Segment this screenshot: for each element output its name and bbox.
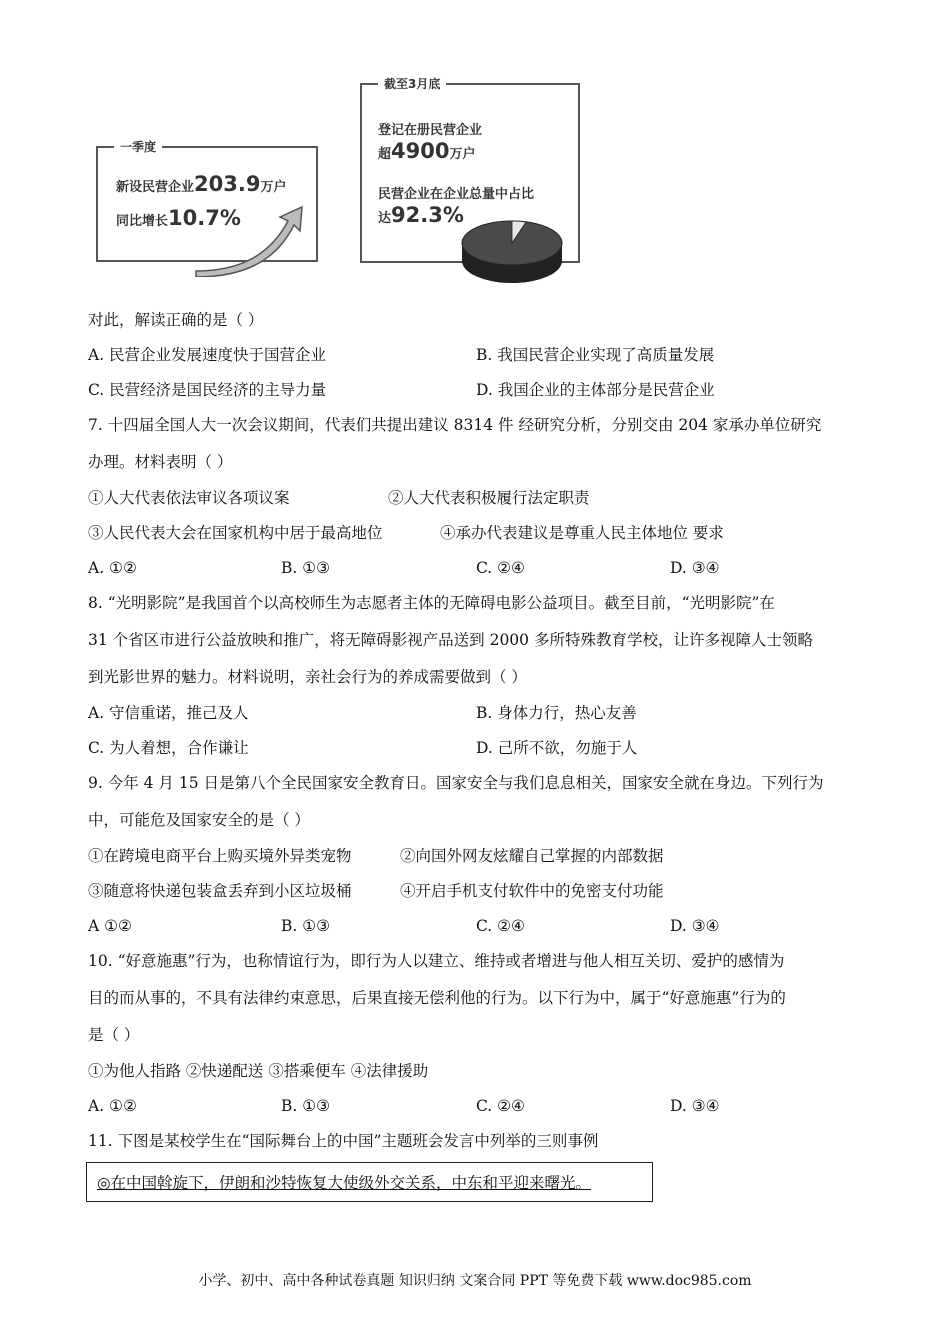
registered-prefix: 超 xyxy=(378,147,392,162)
q9-option-c: C. ②④ xyxy=(476,917,525,935)
first-quarter-tag: 一季度 xyxy=(114,138,162,155)
q10-stem-line2: 目的而从事的，不具有法律约束意思，后果直接无偿利他的行为。以下行为中，属于“好意施惠”行为的 xyxy=(88,989,786,1007)
march-end-tag: 截至3月底 xyxy=(378,75,446,92)
q6-option-b: B. 我国民营企业实现了高质量发展 xyxy=(476,346,715,364)
share-prefix: 达 xyxy=(378,211,392,226)
registered-line xyxy=(378,139,475,163)
q10-stem-line3: 是（ ） xyxy=(88,1026,140,1044)
pie-chart-icon xyxy=(460,213,564,285)
q9-stem-line1: 9. 今年 4 月 15 日是第八个全民国家安全教育日。国家安全与我们息息相关，国家安全就在身边。下列行为 xyxy=(88,774,824,792)
q7-item-4: ④承办代表建议是尊重人民主体地位 要求 xyxy=(440,524,724,542)
new-enterprises-label: 新设民营企业 xyxy=(116,180,195,195)
q7-option-a: A. ①② xyxy=(88,559,137,577)
new-enterprises-unit: 万户 xyxy=(260,180,287,195)
q9-item-3: ③随意将快递包装盒丢弃到小区垃圾桶 xyxy=(88,882,352,900)
q8-stem-line2: 31 个省区市进行公益放映和推广，将无障碍影视产品送到 2000 多所特殊教育学校，让许多视障人士领略 xyxy=(88,631,813,649)
share-label: 民营企业在企业总量中占比 xyxy=(378,187,535,202)
q11-stem: 11. 下图是某校学生在“国际舞台上的中国”主题班会发言中列举的三则事例 xyxy=(88,1132,599,1150)
q9-option-a: A ①② xyxy=(88,917,132,935)
q7-option-c: C. ②④ xyxy=(476,559,525,577)
q8-option-d: D. 己所不欲，勿施于人 xyxy=(476,739,638,757)
q9-option-b: B. ①③ xyxy=(281,917,331,935)
q9-option-d: D. ③④ xyxy=(670,917,720,935)
q6-option-a: A. 民营企业发展速度快于国营企业 xyxy=(88,346,327,364)
q9-item-4: ④开启手机支付软件中的免密支付功能 xyxy=(400,882,664,900)
q7-item-1: ①人大代表依法审议各项议案 xyxy=(88,489,290,507)
q6-option-d: D. 我国企业的主体部分是民营企业 xyxy=(476,381,715,399)
share-value: 92.3% xyxy=(391,203,464,227)
new-enterprises-line xyxy=(116,172,286,196)
statistics-figure xyxy=(90,75,590,290)
q6-option-c: C. 民营经济是国民经济的主导力量 xyxy=(88,381,327,399)
q8-option-a: A. 守信重诺，推己及人 xyxy=(88,704,249,722)
new-enterprises-value: 203.9 xyxy=(194,172,261,196)
q10-items: ①为他人指路 ②快递配送 ③搭乘便车 ④法律援助 xyxy=(88,1062,429,1080)
q7-item-2: ②人大代表积极履行法定职责 xyxy=(388,489,590,507)
share-line xyxy=(378,203,464,227)
q6-stem: 对此，解读正确的是（ ） xyxy=(88,311,264,329)
q7-option-d: D. ③④ xyxy=(670,559,720,577)
q10-option-d: D. ③④ xyxy=(670,1097,720,1115)
q11-example-text: ◎在中国斡旋下，伊朗和沙特恢复大使级外交关系，中东和平迎来曙光。 xyxy=(97,1174,592,1192)
q10-option-c: C. ②④ xyxy=(476,1097,525,1115)
q7-stem-line2: 办理。材料表明（ ） xyxy=(88,453,233,471)
growth-label: 同比增长 xyxy=(116,214,169,229)
q10-option-a: A. ①② xyxy=(88,1097,137,1115)
q10-option-b: B. ①③ xyxy=(281,1097,331,1115)
growth-value: 10.7% xyxy=(168,206,241,230)
registered-unit: 万户 xyxy=(449,147,476,162)
q10-stem-line1: 10. “好意施惠”行为，也称情谊行为，即行为人以建立、维持或者增进与他人相互关切、爱护的感情为 xyxy=(88,952,785,970)
growth-arrow-icon xyxy=(190,205,310,277)
q7-item-3: ③人民代表大会在国家机构中居于最高地位 xyxy=(88,524,383,542)
registered-value: 4900 xyxy=(391,139,450,163)
q8-option-c: C. 为人着想，合作谦让 xyxy=(88,739,249,757)
q8-stem-line3: 到光影世界的魅力。材料说明，亲社会行为的养成需要做到（ ） xyxy=(88,668,527,686)
q9-item-2: ②向国外网友炫耀自己掌握的内部数据 xyxy=(400,847,664,865)
registered-label: 登记在册民营企业 xyxy=(378,123,483,138)
q8-option-b: B. 身体力行，热心友善 xyxy=(476,704,637,722)
q8-stem-line1: 8. “光明影院”是我国首个以高校师生为志愿者主体的无障碍电影公益项目。截至目前，“光明影院”在 xyxy=(88,594,775,612)
q7-stem-line1: 7. 十四届全国人大一次会议期间，代表们共提出建议 8314 件 经研究分析，分别交由 204 家承办单位研究 xyxy=(88,416,822,434)
page-footer: 小学、初中、高中各种试卷真题 知识归纳 文案合同 PPT 等免费下载 www.doc985.com xyxy=(198,1273,752,1289)
q7-option-b: B. ①③ xyxy=(281,559,331,577)
q9-item-1: ①在跨境电商平台上购买境外异类宠物 xyxy=(88,847,352,865)
q9-stem-line2: 中，可能危及国家安全的是（ ） xyxy=(88,811,310,829)
q11-example-box xyxy=(86,1162,653,1202)
